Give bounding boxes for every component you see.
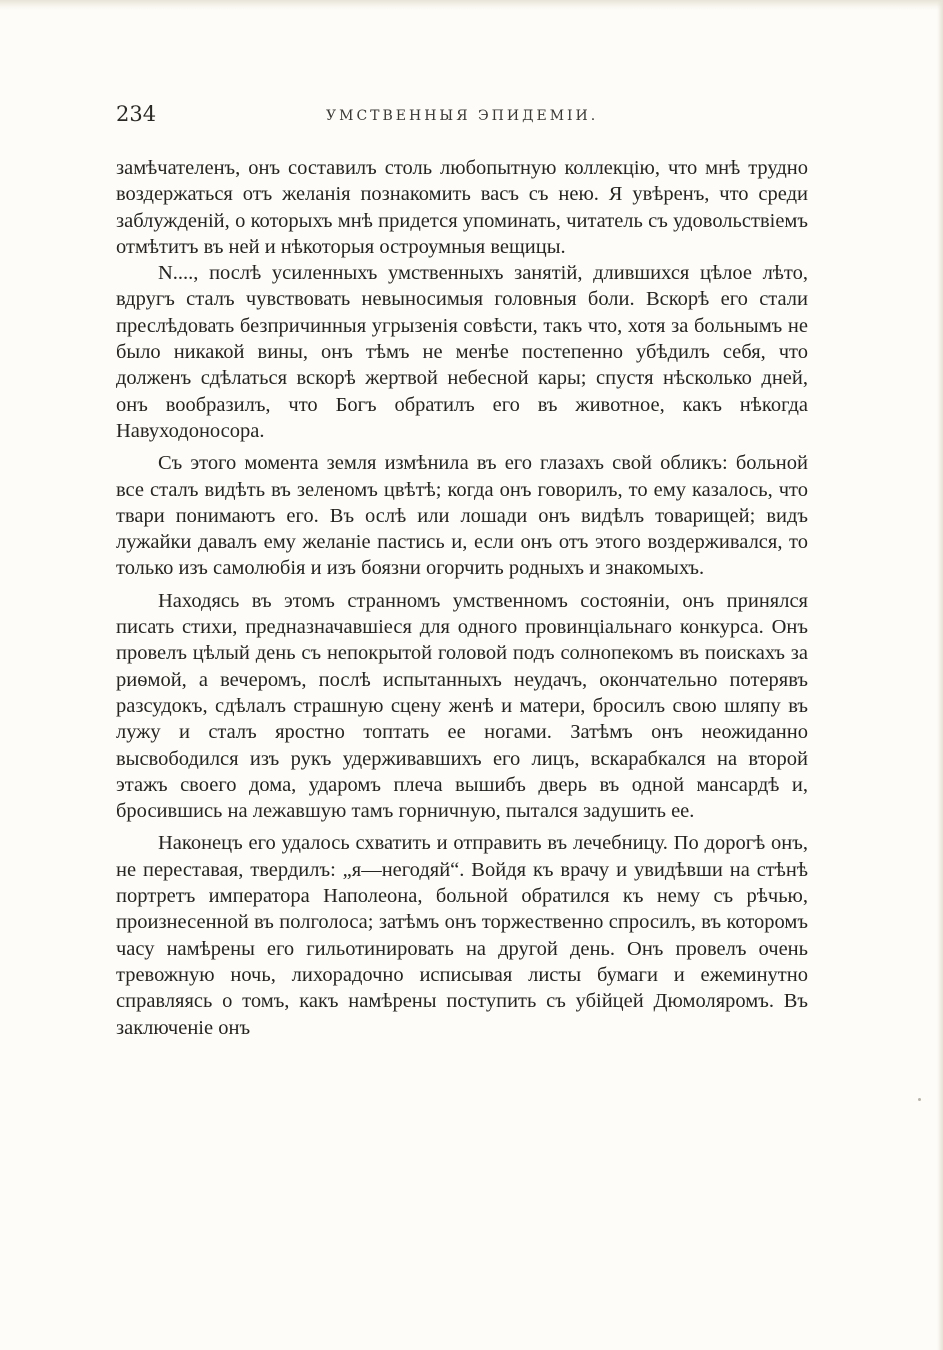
paragraph-asylum: Наконецъ его удалось схватить и отправить въ лечебницу. По дорогѣ онъ, не переставая, твердилъ: „я—негодяй“. Войдя къ врачу и увидѣвши на стѣнѣ портретъ императора Наполеона, больной обратился къ нему съ рѣчью, произнесенной въ полголоса; затѣмъ онъ торжественно спросилъ, въ которомъ часу намѣрены его гильотинировать на другой день. Онъ провелъ очень тревожную ночь, лихорадочно исписывая листы бумаги и ежеминутно справляясь о томъ, какъ намѣрены поступить съ убійцей Дюмоляромъ. Въ заключеніе онъ: [116, 832, 808, 1039]
page-header: [116, 100, 808, 134]
paragraph-poems: Находясь въ этомъ странномъ умственномъ состояніи, онъ принялся писать стихи, предназначавшіеся для одного провинціальнаго конкурса. Онъ провелъ цѣлый день съ непокрытой головой подъ солнопекомъ въ поискахъ за риѳмой, а вечеромъ, послѣ испытанныхъ неудачъ, окончательно потерявъ разсудокъ, сдѣлалъ страшную сцену женѣ и матери, бросилъ свою шляпу въ лужу и сталъ яростно топтать ее ногами. Затѣмъ онъ неожиданно высвободился изъ рукъ удерживавшихъ его лицъ, вскарабкался на второй этажъ своего дома, ударомъ плеча вышибъ дверь въ одной мансардѣ и, бросившись на лежавшую тамъ горничную, пытался задушить ее.: [116, 589, 808, 823]
paragraph-continuation: замѣчателенъ, онъ составилъ столь любопытную коллекцію, что мнѣ трудно воздержаться отъ желанія познакомить васъ съ нею. Я увѣренъ, что среди заблужденій, о которыхъ мнѣ придется упоминать, читатель съ удовольствіемъ отмѣтитъ въ ней и нѣкоторыя остроумныя вещицы.: [116, 157, 808, 258]
text-body: [116, 155, 808, 1041]
page-number: 234: [116, 102, 157, 126]
page-top-edge: [0, 0, 943, 10]
paragraph-symptoms: N...., послѣ усиленныхъ умственныхъ занятій, длившихся цѣлое лѣто, вдругъ сталъ чувствовать невыносимыя головныя боли. Вскорѣ его стали преслѣдовать безпричинныя угрызенія совѣсти, такъ что, хотя за больнымъ не было никакой вины, онъ тѣмъ не менѣе постепенно убѣдилъ себя, что долженъ сдѣлаться вскорѣ жертвой небесной кары; спустя нѣсколько дней, онъ вообразилъ, что Богъ обратилъ его въ животное, какъ нѣкогда Навуходоносора.: [116, 262, 808, 442]
paper-speck: [918, 1098, 921, 1101]
page-right-edge: [937, 0, 943, 1350]
paragraph-perception: Съ этого момента земля измѣнила въ его глазахъ свой обликъ: больной все сталъ видѣть въ зеленомъ цвѣтѣ; когда онъ говорилъ, то ему казалось, что твари понимаютъ его. Въ ослѣ или лошади онъ видѣлъ товарищей; видъ лужайки давалъ ему желаніе пастись и, если онъ отъ этого воздерживался, то только изъ самолюбія и изъ боязни огорчить родныхъ и знакомыхъ.: [116, 452, 808, 580]
running-title: УМСТВЕННЫЯ ЭПИДЕМІИ.: [326, 108, 599, 124]
